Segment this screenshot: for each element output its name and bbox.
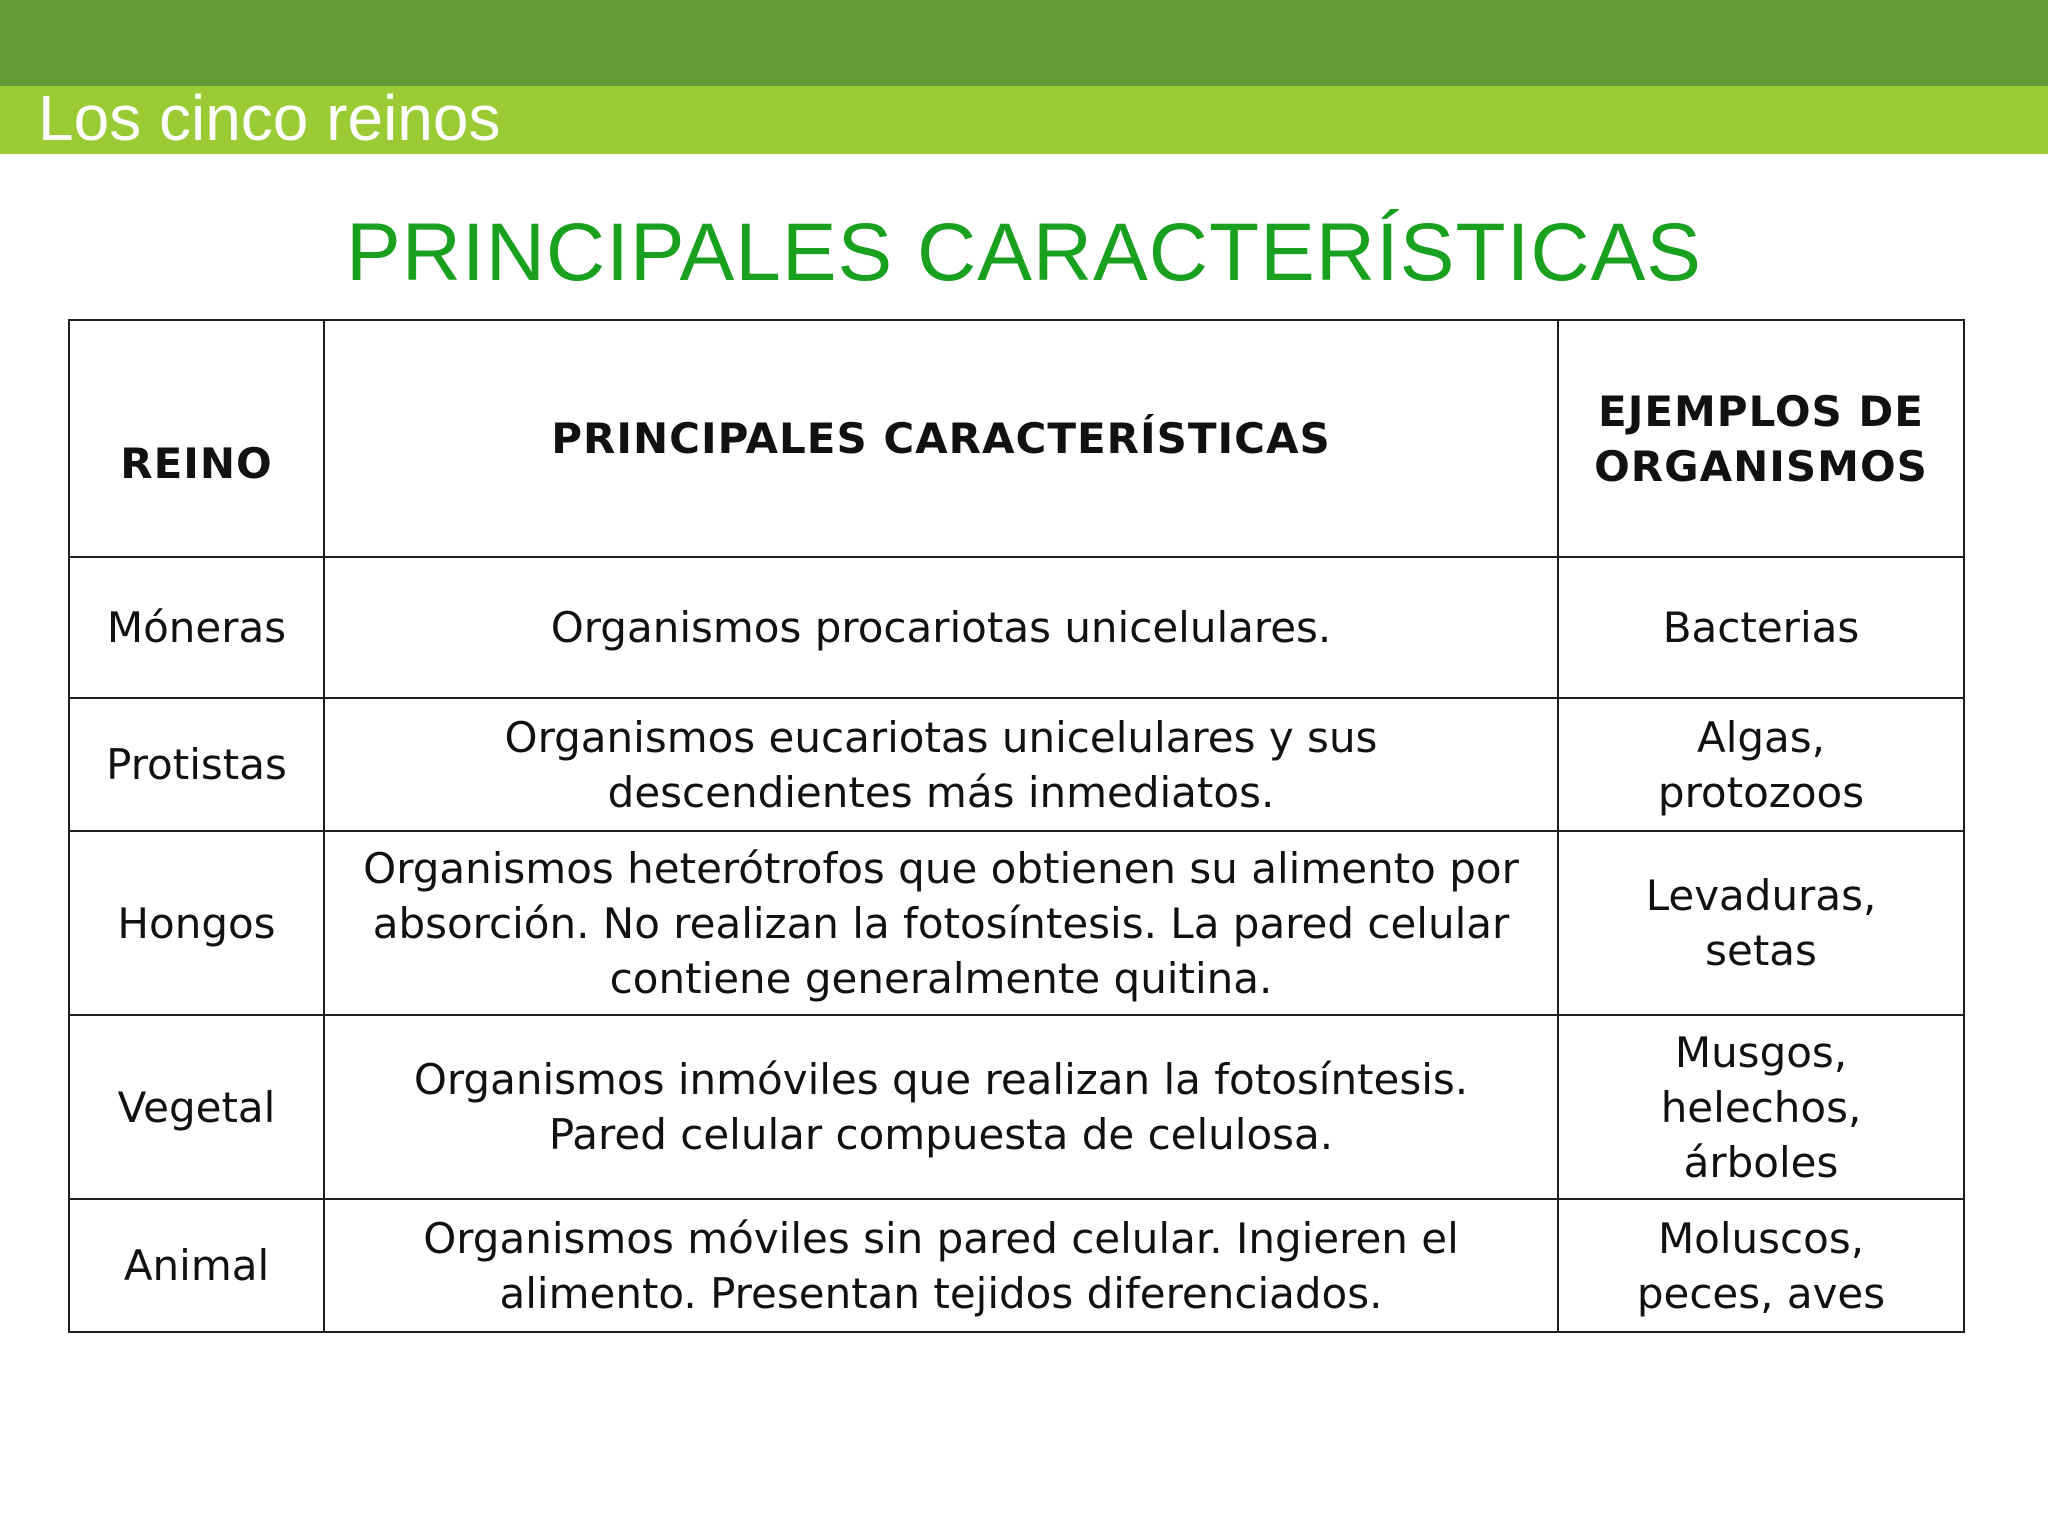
cell-kingdom: Hongos (69, 831, 324, 1015)
column-header-kingdom: REINO (69, 320, 324, 557)
cell-features: Organismos móviles sin pared celular. Ingieren el alimento. Presentan tejidos diferenciados. (324, 1199, 1558, 1332)
cell-examples: Moluscos, peces, aves (1558, 1199, 1964, 1332)
kingdoms-table (68, 319, 1965, 1333)
cell-features: Organismos procariotas unicelulares. (324, 557, 1558, 698)
table-header-row (69, 320, 1964, 557)
cell-examples: Algas, protozoos (1558, 698, 1964, 831)
table-row (69, 1199, 1964, 1332)
cell-features: Organismos heterótrofos que obtienen su alimento por absorción. No realizan la fotosíntesis. La pared celular contiene generalmente quitina. (324, 831, 1558, 1015)
cell-kingdom: Vegetal (69, 1015, 324, 1199)
cell-examples: Levaduras, setas (1558, 831, 1964, 1015)
column-header-examples: EJEMPLOS DE ORGANISMOS (1558, 320, 1964, 557)
column-header-features: PRINCIPALES CARACTERÍSTICAS (324, 320, 1558, 557)
cell-examples: Bacterias (1558, 557, 1964, 698)
cell-features: Organismos inmóviles que realizan la fotosíntesis. Pared celular compuesta de celulosa. (324, 1015, 1558, 1199)
cell-kingdom: Animal (69, 1199, 324, 1332)
cell-features: Organismos eucariotas unicelulares y sus descendientes más inmediatos. (324, 698, 1558, 831)
table-row (69, 1015, 1964, 1199)
page-heading: PRINCIPALES CARACTERÍSTICAS (346, 207, 1702, 298)
table-row (69, 698, 1964, 831)
header-top-band (0, 0, 2048, 86)
cell-examples: Musgos, helechos, árboles (1558, 1015, 1964, 1199)
cell-kingdom: Móneras (69, 557, 324, 698)
slide-title: Los cinco reinos (38, 82, 501, 154)
table-row (69, 831, 1964, 1015)
cell-kingdom: Protistas (69, 698, 324, 831)
table-row (69, 557, 1964, 698)
